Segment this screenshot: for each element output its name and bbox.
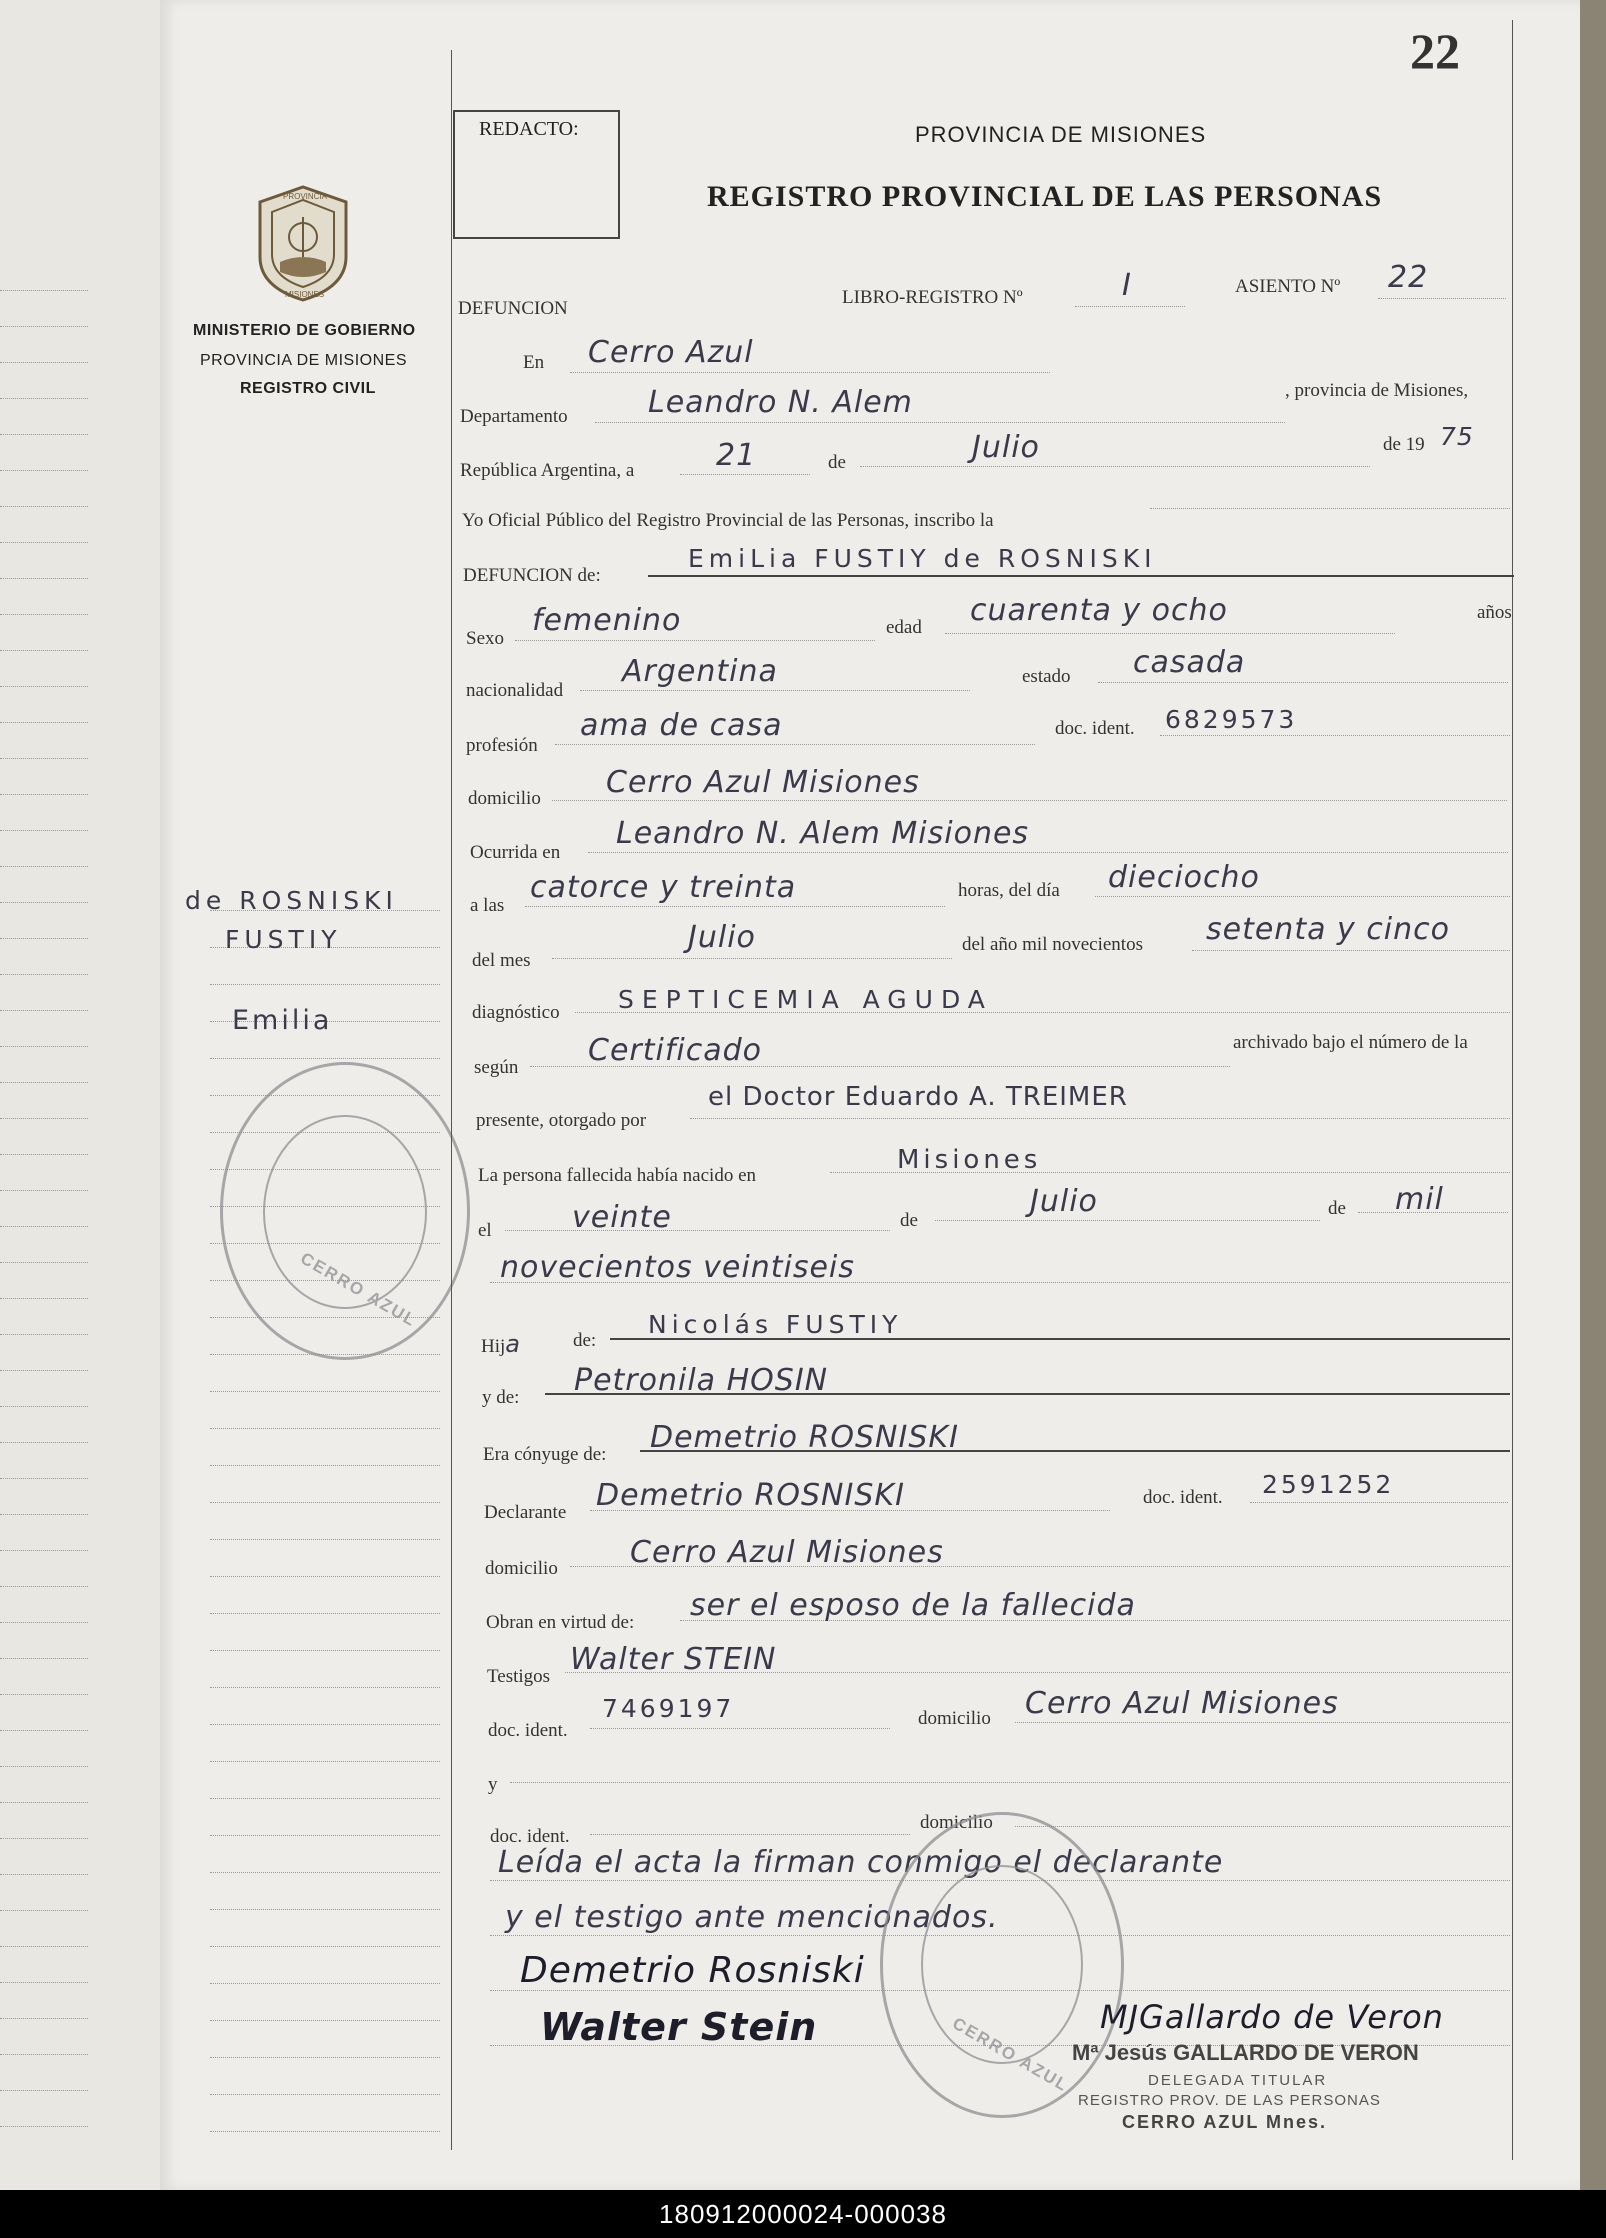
- margin-surname: de ROSNISKI: [185, 886, 398, 915]
- coat-of-arms-seal: [250, 182, 356, 304]
- margin-ruled-line: [210, 1539, 440, 1540]
- ruled-line: [0, 1262, 88, 1263]
- ruled-line: [0, 1082, 88, 1083]
- ruled-line: [0, 794, 88, 795]
- de-year-label: de 19: [1383, 434, 1425, 455]
- hija-prefix: Hij: [481, 1336, 506, 1357]
- novecientos-value: novecientos veintiseis: [500, 1250, 855, 1285]
- ruled-line: [0, 1910, 88, 1911]
- margin-ruled-line: [210, 984, 440, 985]
- margin-ruled-line: [210, 1502, 440, 1503]
- doc3-label: doc. ident.: [490, 1826, 570, 1847]
- ruled-line: [0, 758, 88, 759]
- departamento-label: Departamento: [460, 406, 568, 427]
- ruled-line: [0, 1874, 88, 1875]
- ruled-line: [0, 2090, 88, 2091]
- registry-stamp-right: [880, 1812, 1124, 2118]
- nacido-label: La persona fallecida había nacido en: [478, 1165, 756, 1186]
- official-title: DELEGADA TITULAR: [1148, 2072, 1328, 2089]
- edad-label: edad: [886, 617, 922, 638]
- official-name: Mª Jesús GALLARDO DE VERON: [1072, 2040, 1419, 2065]
- ruled-line: [0, 686, 88, 687]
- yo-oficial-label: Yo Oficial Público del Registro Provincial de las Personas, inscribo la: [462, 510, 994, 531]
- seal-top-text: PROVINCIA: [283, 192, 328, 201]
- ruled-line: [0, 1514, 88, 1515]
- official-signature: MJGallardo de Veron: [1100, 1998, 1444, 2036]
- ruled-line: [0, 650, 88, 651]
- ruled-line: [0, 434, 88, 435]
- form-border-right: [1512, 20, 1513, 2160]
- diagnostico-label: diagnóstico: [472, 1002, 560, 1023]
- departamento-value: Leandro N. Alem: [648, 385, 913, 420]
- redacto-label: REDACTO:: [479, 118, 579, 140]
- obran-value: ser el esposo de la fallecida: [690, 1588, 1136, 1623]
- defuncion-label: DEFUNCION: [458, 298, 568, 319]
- margin-ruled-line: [210, 1872, 440, 1873]
- profesion-label: profesión: [466, 735, 538, 756]
- seal-bottom-text: MISIONES: [285, 290, 325, 299]
- a-las-label: a las: [470, 895, 505, 916]
- margin-ruled-line: [210, 2020, 440, 2021]
- y-de-value: Petronila HOSIN: [574, 1363, 829, 1398]
- ruled-line: [0, 722, 88, 723]
- de2-value: Julio: [1030, 1184, 1098, 1219]
- ruled-line: [0, 1010, 88, 1011]
- en-label: En: [523, 352, 545, 373]
- doc-ident-label: doc. ident.: [1055, 718, 1135, 739]
- year-value: 75: [1440, 422, 1474, 451]
- margin-ruled-line: [210, 1613, 440, 1614]
- ministry-line3: REGISTRO CIVIL: [240, 380, 376, 397]
- provincia-label: , provincia de Misiones,: [1285, 380, 1469, 401]
- ruled-line: [0, 290, 88, 291]
- del-mes-value: Julio: [688, 920, 756, 955]
- ruled-line: [0, 1334, 88, 1335]
- ruled-line: [0, 902, 88, 903]
- official-office: REGISTRO PROV. DE LAS PERSONAS: [1078, 2092, 1381, 2109]
- domicilio2-value: Cerro Azul Misiones: [630, 1535, 944, 1570]
- anos-label: años: [1477, 602, 1512, 623]
- margin-ruled-line: [210, 1798, 440, 1799]
- margin-ruled-line: [210, 1909, 440, 1910]
- sexo-value: femenino: [532, 603, 682, 638]
- archivado-label: archivado bajo el número de la: [1233, 1032, 1468, 1053]
- ruled-line: [0, 1226, 88, 1227]
- ruled-line: [0, 1298, 88, 1299]
- ruled-line: [0, 2126, 88, 2127]
- stamp-center-text: CERRO AZUL: [297, 1248, 421, 1331]
- page-edge: [1580, 0, 1606, 2190]
- ruled-line: [0, 830, 88, 831]
- hija-label: [481, 1330, 521, 1358]
- ruled-line: [0, 1658, 88, 1659]
- segun-label: según: [474, 1057, 519, 1078]
- declarante-value: Demetrio ROSNISKI: [596, 1478, 905, 1513]
- caption-bar: 180912000024-000038: [0, 2190, 1606, 2238]
- de-label: de: [828, 452, 846, 473]
- ruled-line: [0, 506, 88, 507]
- declarante-doc-value: 2591252: [1262, 1470, 1395, 1499]
- hija-suffix: a: [505, 1330, 521, 1358]
- ruled-line: [0, 974, 88, 975]
- de2-label: de: [900, 1210, 918, 1231]
- margin-ruled-line: [210, 2057, 440, 2058]
- testigos-label: Testigos: [487, 1666, 551, 1687]
- stamp-right-center-text: CERRO AZUL: [949, 2013, 1073, 2096]
- edad-value: cuarenta y ocho: [970, 593, 1228, 628]
- hija-de-value: Nicolás FUSTIY: [648, 1310, 903, 1339]
- ruled-line: [0, 1730, 88, 1731]
- domicilio2-label: domicilio: [485, 1558, 558, 1579]
- anio-value: setenta y cinco: [1206, 912, 1450, 947]
- ruled-line: [0, 470, 88, 471]
- ruled-line: [0, 1586, 88, 1587]
- margin-ruled-line: [210, 1724, 440, 1725]
- ruled-line: [0, 1982, 88, 1983]
- testigo-doc-value: 7469197: [602, 1694, 735, 1723]
- diagnostico-value: SEPTICEMIA AGUDA: [618, 985, 993, 1014]
- ruled-line: [0, 614, 88, 615]
- margin-ruled-line: [210, 1465, 440, 1466]
- en-value: Cerro Azul: [588, 335, 754, 370]
- declarante-doc-label: doc. ident.: [1143, 1487, 1223, 1508]
- conyuge-label: Era cónyuge de:: [483, 1444, 607, 1465]
- margin-ruled-line: [210, 1576, 440, 1577]
- domicilio-label: domicilio: [468, 788, 541, 809]
- testigo-doc-label: doc. ident.: [488, 1720, 568, 1741]
- ruled-line: [0, 1478, 88, 1479]
- declarante-label: Declarante: [484, 1502, 567, 1523]
- libro-label: LIBRO-REGISTRO Nº: [842, 287, 1023, 308]
- del-mes-label: del mes: [472, 950, 531, 971]
- asiento-value: 22: [1388, 260, 1429, 295]
- official-place: CERRO AZUL Mnes.: [1122, 2112, 1328, 2132]
- defuncion-de-value: EmiLia FUSTIY de ROSNISKI: [688, 544, 1157, 573]
- margin-first-name: Emilia: [232, 1005, 333, 1036]
- margin-ruled-line: [210, 1650, 440, 1651]
- segun-value: Certificado: [588, 1033, 763, 1068]
- margin-ruled-line: [210, 2131, 440, 2132]
- de3-value: mil: [1395, 1182, 1444, 1217]
- ruled-line: [0, 1838, 88, 1839]
- margin-ruled-line: [210, 1835, 440, 1836]
- header-province: PROVINCIA DE MISIONES: [915, 122, 1207, 147]
- republica-label: República Argentina, a: [460, 460, 635, 481]
- sexo-label: Sexo: [466, 628, 504, 649]
- redacto-box: [453, 110, 620, 239]
- ruled-line: [0, 1154, 88, 1155]
- ruled-line: [0, 1442, 88, 1443]
- form-border-left: [451, 50, 452, 2150]
- header-registry: REGISTRO PROVINCIAL DE LAS PERSONAS: [707, 180, 1383, 213]
- libro-value: I: [1122, 268, 1132, 303]
- profesion-value: ama de casa: [580, 708, 783, 743]
- ruled-line: [0, 578, 88, 579]
- margin-ruled-line: [210, 1946, 440, 1947]
- margin-ruled-line: [210, 1058, 440, 1059]
- el-label: el: [478, 1220, 492, 1241]
- y-de-label: y de:: [482, 1387, 520, 1408]
- dom3-label: domicilio: [920, 1812, 993, 1833]
- ruled-line: [0, 1118, 88, 1119]
- horas-value: dieciocho: [1108, 860, 1260, 895]
- ruled-line: [0, 1622, 88, 1623]
- ruled-line: [0, 542, 88, 543]
- domicilio-value: Cerro Azul Misiones: [606, 765, 920, 800]
- ruled-line: [0, 2054, 88, 2055]
- estado-label: estado: [1022, 666, 1071, 687]
- ruled-line: [0, 2018, 88, 2019]
- closing-line1: Leída el acta la firman conmigo el declarante: [498, 1845, 1224, 1880]
- presente-label: presente, otorgado por: [476, 1110, 647, 1131]
- ruled-line: [0, 1046, 88, 1047]
- nacionalidad-label: nacionalidad: [466, 680, 564, 701]
- ruled-line: [0, 398, 88, 399]
- ruled-line: [0, 866, 88, 867]
- estado-value: casada: [1133, 645, 1246, 680]
- defuncion-de-label: DEFUNCION de:: [463, 565, 601, 586]
- y-label: y: [488, 1774, 498, 1795]
- ruled-line: [0, 326, 88, 327]
- asiento-label: ASIENTO Nº: [1235, 276, 1341, 297]
- ruled-line: [0, 1190, 88, 1191]
- doc-ident-value: 6829573: [1165, 705, 1298, 734]
- testigo-dom-value: Cerro Azul Misiones: [1025, 1686, 1339, 1721]
- nacido-value: Misiones: [897, 1145, 1042, 1175]
- a-las-value: catorce y treinta: [530, 870, 797, 905]
- ruled-line: [0, 1766, 88, 1767]
- declarante-signature: Demetrio Rosniski: [520, 1950, 865, 1991]
- margin-ruled-line: [210, 1687, 440, 1688]
- el-value: veinte: [572, 1200, 672, 1235]
- ocurrida-label: Ocurrida en: [470, 842, 561, 863]
- margin-ruled-line: [210, 1391, 440, 1392]
- ruled-line: [0, 938, 88, 939]
- ocurrida-value: Leandro N. Alem Misiones: [616, 816, 1030, 851]
- margin-ruled-line: [210, 1761, 440, 1762]
- anio-label: del año mil novecientos: [962, 934, 1143, 955]
- horas-label: horas, del día: [958, 880, 1060, 901]
- ruled-line: [0, 1406, 88, 1407]
- testigo-signature: Walter Stein: [540, 2005, 818, 2049]
- hija-de-label: de:: [573, 1330, 597, 1351]
- registry-stamp-left: [220, 1062, 470, 1360]
- ruled-line: [0, 1694, 88, 1695]
- ministry-line1: MINISTERIO DE GOBIERNO: [193, 322, 416, 339]
- margin-ruled-line: [210, 1983, 440, 1984]
- testigos-value: Walter STEIN: [570, 1642, 777, 1677]
- month-value: Julio: [972, 430, 1040, 465]
- closing-line2: y el testigo ante mencionados.: [505, 1900, 999, 1935]
- ruled-line: [0, 1946, 88, 1947]
- page-number: 22: [1410, 23, 1460, 79]
- nacionalidad-value: Argentina: [622, 654, 778, 689]
- ruled-line: [0, 1550, 88, 1551]
- day-value: 21: [716, 438, 757, 473]
- de3-label: de: [1328, 1198, 1346, 1219]
- conyuge-value: Demetrio ROSNISKI: [650, 1420, 959, 1455]
- obran-label: Obran en virtud de:: [486, 1612, 635, 1633]
- ruled-line: [0, 362, 88, 363]
- presente-value: el Doctor Eduardo A. TREIMER: [708, 1082, 1128, 1112]
- margin-ruled-line: [210, 2094, 440, 2095]
- ruled-line: [0, 1370, 88, 1371]
- margin-ruled-line: [210, 1428, 440, 1429]
- ruled-line: [0, 1802, 88, 1803]
- left-page: [0, 0, 162, 2190]
- testigo-dom-label: domicilio: [918, 1708, 991, 1729]
- margin-maiden-name: FUSTIY: [225, 925, 342, 954]
- ministry-line2: PROVINCIA DE MISIONES: [200, 352, 407, 369]
